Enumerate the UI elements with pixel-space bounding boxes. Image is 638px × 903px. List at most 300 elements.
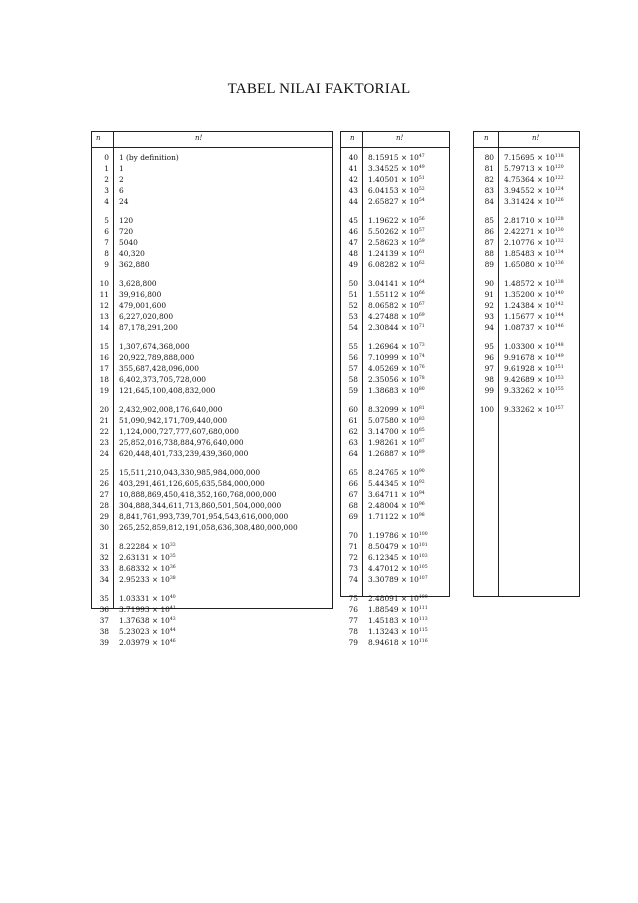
table-row	[92, 341, 332, 352]
factorial-value	[113, 322, 178, 333]
n-value: 99	[484, 386, 494, 395]
factorial-value	[113, 593, 176, 604]
n-value: 77	[348, 616, 358, 625]
n-value: 41	[348, 164, 358, 173]
exponent: 43	[169, 617, 176, 622]
n-value: 61	[348, 416, 358, 425]
n-value: 1	[104, 164, 109, 173]
exponent: 153	[554, 376, 564, 381]
mantissa: 6,227,020,800	[119, 312, 174, 321]
factorial-value	[498, 152, 564, 163]
mantissa: 1	[119, 164, 124, 173]
factorial-value	[362, 248, 425, 259]
factorial-value	[113, 259, 150, 270]
n-value: 54	[348, 323, 358, 332]
exponent: 85	[418, 428, 425, 433]
group-gap	[341, 585, 449, 593]
table-row	[92, 248, 332, 259]
table-row	[341, 385, 449, 396]
n-value: 8	[104, 249, 109, 258]
exponent: 76	[418, 365, 425, 370]
mantissa: 1.65080 × 10	[504, 260, 555, 269]
table-row	[474, 341, 579, 352]
mantissa: 1.19622 × 10	[368, 216, 419, 225]
exponent: 98	[418, 513, 425, 518]
table-header	[341, 132, 449, 148]
n-value: 89	[484, 260, 494, 269]
table-row	[92, 415, 332, 426]
mantissa: 1.38683 × 10	[368, 386, 419, 395]
mantissa: 8.06582 × 10	[368, 301, 419, 310]
n-value: 2	[104, 175, 109, 184]
mantissa: 7.15695 × 10	[504, 153, 555, 162]
mantissa: 1.03331 × 10	[119, 594, 170, 603]
exponent: 92	[418, 480, 425, 485]
n-value: 40	[348, 153, 358, 162]
n-value: 57	[348, 364, 358, 373]
exponent: 124	[554, 187, 564, 192]
n-value: 91	[484, 290, 494, 299]
mantissa: 2.30844 × 10	[368, 323, 419, 332]
n-value: 93	[484, 312, 494, 321]
factorial-value	[113, 522, 298, 533]
n-value: 50	[348, 279, 358, 288]
n-value: 75	[348, 594, 358, 603]
mantissa: 8,841,761,993,739,701,954,543,616,000,000	[119, 512, 289, 521]
table-row	[341, 552, 449, 563]
n-value: 19	[99, 386, 109, 395]
mantissa: 1.98261 × 10	[368, 438, 419, 447]
n-value: 65	[348, 468, 358, 477]
factorial-value	[498, 196, 564, 207]
n-value: 72	[348, 553, 358, 562]
table-row	[341, 615, 449, 626]
header-n-factorial: n!	[396, 134, 404, 142]
factorial-value	[362, 385, 425, 396]
table-row	[341, 374, 449, 385]
table-row	[341, 404, 449, 415]
n-value: 87	[484, 238, 494, 247]
factorial-value	[113, 300, 166, 311]
factorial-value	[362, 552, 428, 563]
mantissa: 1.71122 × 10	[368, 512, 419, 521]
exponent: 61	[418, 250, 425, 255]
exponent: 38	[169, 576, 176, 581]
exponent: 136	[554, 261, 564, 266]
mantissa: 8.94618 × 10	[368, 638, 419, 647]
mantissa: 3.14700 × 10	[368, 427, 419, 436]
mantissa: 6	[119, 186, 124, 195]
mantissa: 3.64711 × 10	[368, 490, 419, 499]
factorial-value	[498, 352, 564, 363]
mantissa: 1.45183 × 10	[368, 616, 419, 625]
exponent: 73	[418, 343, 425, 348]
factorial-value	[113, 352, 194, 363]
group-gap	[474, 396, 579, 404]
n-value: 62	[348, 427, 358, 436]
n-value: 12	[99, 301, 109, 310]
table-row	[92, 437, 332, 448]
factorial-value	[113, 185, 124, 196]
n-value: 73	[348, 564, 358, 573]
group-gap	[341, 270, 449, 278]
factorial-value	[362, 341, 425, 352]
exponent: 118	[554, 154, 564, 159]
table-row	[341, 278, 449, 289]
exponent: 52	[418, 187, 425, 192]
n-value: 96	[484, 353, 494, 362]
factorial-value	[362, 541, 428, 552]
exponent: 90	[418, 469, 425, 474]
factorial-value	[113, 163, 124, 174]
n-value: 82	[484, 175, 494, 184]
n-value: 95	[484, 342, 494, 351]
page-title: TABEL NILAI FAKTORIAL	[227, 81, 411, 97]
table-header	[92, 132, 332, 148]
mantissa: 9.33262 × 10	[504, 386, 555, 395]
exponent: 157	[554, 406, 564, 411]
mantissa: 2.65827 × 10	[368, 197, 419, 206]
table-row	[92, 500, 332, 511]
mantissa: 8.32099 × 10	[368, 405, 419, 414]
factorial-value	[113, 563, 176, 574]
exponent: 103	[418, 554, 428, 559]
table-row	[474, 237, 579, 248]
factorial-value	[362, 226, 425, 237]
table-row	[92, 352, 332, 363]
exponent: 100	[418, 532, 428, 537]
factorial-value	[362, 174, 425, 185]
mantissa: 1.88549 × 10	[368, 605, 419, 614]
mantissa: 8.22284 × 10	[119, 542, 170, 551]
mantissa: 5.07580 × 10	[368, 416, 419, 425]
exponent: 142	[554, 302, 564, 307]
exponent: 74	[418, 354, 425, 359]
mantissa: 2,432,902,008,176,640,000	[119, 405, 223, 414]
mantissa: 1.08737 × 10	[504, 323, 555, 332]
table-row	[92, 541, 332, 552]
group-gap	[92, 207, 332, 215]
exponent: 105	[418, 565, 428, 570]
factorial-value	[362, 300, 425, 311]
factorial-value	[362, 511, 425, 522]
mantissa: 6.08282 × 10	[368, 260, 419, 269]
mantissa: 1.03300 × 10	[504, 342, 555, 351]
n-value: 71	[348, 542, 358, 551]
mantissa: 2.48004 × 10	[368, 501, 419, 510]
exponent: 51	[418, 176, 425, 181]
factorial-value	[362, 352, 425, 363]
mantissa: 6.04153 × 10	[368, 186, 419, 195]
exponent: 49	[418, 165, 425, 170]
n-value: 81	[484, 164, 494, 173]
mantissa: 1 (by definition)	[119, 153, 179, 162]
n-value: 43	[348, 186, 358, 195]
table-row	[92, 152, 332, 163]
table-row	[474, 300, 579, 311]
n-value: 51	[348, 290, 358, 299]
exponent: 64	[418, 280, 425, 285]
n-value: 60	[348, 405, 358, 414]
factorial-value	[362, 215, 425, 226]
factorial-value	[113, 289, 161, 300]
table-row	[92, 226, 332, 237]
table-row	[341, 300, 449, 311]
n-value: 70	[348, 531, 358, 540]
exponent: 109	[418, 595, 428, 600]
table-row	[341, 467, 449, 478]
n-value: 22	[99, 427, 109, 436]
factorial-value	[498, 259, 564, 270]
n-value: 67	[348, 490, 358, 499]
factorial-value	[113, 248, 145, 259]
n-value: 37	[99, 616, 109, 625]
n-value: 5	[104, 216, 109, 225]
mantissa: 1.48572 × 10	[504, 279, 555, 288]
factorial-value	[362, 478, 425, 489]
mantissa: 1.26887 × 10	[368, 449, 419, 458]
table-row	[341, 352, 449, 363]
table-row	[341, 259, 449, 270]
factorial-value	[362, 563, 428, 574]
mantissa: 9.91678 × 10	[504, 353, 555, 362]
exponent: 134	[554, 250, 564, 255]
n-value: 80	[484, 153, 494, 162]
exponent: 120	[554, 165, 564, 170]
factorial-value	[498, 311, 564, 322]
mantissa: 5040	[119, 238, 138, 247]
table-row	[474, 278, 579, 289]
factorial-value	[498, 278, 564, 289]
factorial-value	[362, 404, 425, 415]
table-row	[92, 322, 332, 333]
n-value: 55	[348, 342, 358, 351]
exponent: 128	[554, 217, 564, 222]
factorial-value	[362, 574, 428, 585]
n-value: 78	[348, 627, 358, 636]
mantissa: 1.35200 × 10	[504, 290, 555, 299]
mantissa: 3.94552 × 10	[504, 186, 555, 195]
table-row	[92, 489, 332, 500]
mantissa: 20,922,789,888,000	[119, 353, 195, 362]
exponent: 41	[169, 606, 176, 611]
factorial-value	[498, 322, 564, 333]
table-row	[474, 363, 579, 374]
table-row	[92, 311, 332, 322]
n-value: 88	[484, 249, 494, 258]
n-value: 0	[104, 153, 109, 162]
n-value: 48	[348, 249, 358, 258]
factorial-value	[362, 500, 425, 511]
n-value: 44	[348, 197, 358, 206]
table-row	[474, 196, 579, 207]
mantissa: 2.58623 × 10	[368, 238, 419, 247]
n-value: 35	[99, 594, 109, 603]
factorial-value	[113, 404, 222, 415]
table-row	[92, 404, 332, 415]
n-value: 59	[348, 386, 358, 395]
exponent: 87	[418, 439, 425, 444]
table-row	[474, 352, 579, 363]
factorial-value	[362, 604, 428, 615]
exponent: 140	[554, 291, 564, 296]
exponent: 148	[554, 343, 564, 348]
n-value: 68	[348, 501, 358, 510]
mantissa: 4.75364 × 10	[504, 175, 555, 184]
factorial-value	[498, 237, 564, 248]
group-gap	[341, 207, 449, 215]
mantissa: 2.81710 × 10	[504, 216, 555, 225]
exponent: 89	[418, 450, 425, 455]
n-value: 64	[348, 449, 358, 458]
header-n: n	[96, 134, 101, 142]
factorial-value	[362, 259, 425, 270]
group-gap	[341, 459, 449, 467]
table-row	[341, 530, 449, 541]
group-gap	[474, 207, 579, 215]
table-row	[92, 604, 332, 615]
table-row	[474, 215, 579, 226]
header-n-factorial: n!	[195, 134, 203, 142]
mantissa: 6.12345 × 10	[368, 553, 419, 562]
table-row	[474, 404, 579, 415]
n-value: 69	[348, 512, 358, 521]
table-row	[341, 511, 449, 522]
n-value: 63	[348, 438, 358, 447]
factorial-value	[362, 374, 425, 385]
exponent: 47	[418, 154, 425, 159]
n-value: 36	[99, 605, 109, 614]
table-row	[341, 363, 449, 374]
factorial-value	[113, 615, 176, 626]
group-gap	[474, 333, 579, 341]
n-value: 34	[99, 575, 109, 584]
group-gap	[92, 396, 332, 404]
group-gap	[341, 333, 449, 341]
n-value: 38	[99, 627, 109, 636]
mantissa: 1,307,674,368,000	[119, 342, 190, 351]
mantissa: 3.30789 × 10	[368, 575, 419, 584]
table-row	[341, 289, 449, 300]
mantissa: 39,916,800	[119, 290, 162, 299]
n-value: 83	[484, 186, 494, 195]
n-value: 31	[99, 542, 109, 551]
factorial-value	[113, 437, 244, 448]
table-row	[341, 478, 449, 489]
exponent: 155	[554, 387, 564, 392]
mantissa: 265,252,859,812,191,058,636,308,480,000,000	[119, 523, 298, 532]
n-value: 29	[99, 512, 109, 521]
mantissa: 3,628,800	[119, 279, 157, 288]
table-body	[341, 148, 449, 648]
n-value: 49	[348, 260, 358, 269]
table-row	[474, 152, 579, 163]
mantissa: 8.24765 × 10	[368, 468, 419, 477]
factorial-value	[362, 593, 428, 604]
mantissa: 1.13243 × 10	[368, 627, 419, 636]
factorial-value	[362, 311, 425, 322]
exponent: 44	[169, 628, 176, 633]
factorial-value	[362, 322, 425, 333]
group-gap	[341, 396, 449, 404]
exponent: 78	[418, 376, 425, 381]
mantissa: 51,090,942,171,709,440,000	[119, 416, 228, 425]
table-row	[92, 511, 332, 522]
exponent: 116	[418, 639, 428, 644]
table-row	[341, 237, 449, 248]
mantissa: 10,888,869,450,418,352,160,768,000,000	[119, 490, 277, 499]
table-row	[341, 574, 449, 585]
factorial-value	[362, 437, 425, 448]
factorial-value	[498, 215, 564, 226]
factorial-value	[498, 300, 564, 311]
mantissa: 120	[119, 216, 134, 225]
factorial-value	[362, 185, 425, 196]
table-row	[92, 552, 332, 563]
factorial-value	[362, 363, 425, 374]
table-row	[474, 289, 579, 300]
n-value: 6	[104, 227, 109, 236]
table-row	[341, 489, 449, 500]
table-row	[92, 185, 332, 196]
factorial-value	[498, 248, 564, 259]
table-row	[341, 174, 449, 185]
exponent: 151	[554, 365, 564, 370]
table-row	[92, 259, 332, 270]
exponent: 146	[554, 324, 564, 329]
table-body	[474, 148, 579, 415]
n-value: 66	[348, 479, 358, 488]
table-row	[92, 174, 332, 185]
factorial-value	[498, 404, 564, 415]
table-row	[92, 448, 332, 459]
n-value: 47	[348, 238, 358, 247]
factorial-table-80-100	[473, 131, 580, 597]
exponent: 149	[554, 354, 564, 359]
factorial-value	[362, 415, 425, 426]
factorial-value	[113, 385, 215, 396]
exponent: 144	[554, 313, 564, 318]
exponent: 96	[418, 502, 425, 507]
exponent: 46	[169, 639, 176, 644]
n-value: 7	[104, 238, 109, 247]
n-value: 23	[99, 438, 109, 447]
mantissa: 1.15677 × 10	[504, 312, 555, 321]
mantissa: 7.10999 × 10	[368, 353, 419, 362]
mantissa: 2.95233 × 10	[119, 575, 170, 584]
factorial-value	[498, 185, 564, 196]
n-value: 20	[99, 405, 109, 414]
factorial-value	[113, 415, 227, 426]
mantissa: 9.42689 × 10	[504, 375, 555, 384]
exponent: 83	[418, 417, 425, 422]
mantissa: 2.48091 × 10	[368, 594, 419, 603]
n-value: 14	[99, 323, 109, 332]
mantissa: 25,852,016,738,884,976,640,000	[119, 438, 244, 447]
factorial-value	[362, 530, 428, 541]
exponent: 36	[169, 565, 176, 570]
n-value: 85	[484, 216, 494, 225]
group-gap	[92, 459, 332, 467]
table-row	[474, 163, 579, 174]
factorial-value	[113, 552, 176, 563]
n-value: 90	[484, 279, 494, 288]
n-value: 45	[348, 216, 358, 225]
mantissa: 1.19786 × 10	[368, 531, 419, 540]
mantissa: 2.63131 × 10	[119, 553, 170, 562]
table-row	[474, 322, 579, 333]
mantissa: 1.26964 × 10	[368, 342, 419, 351]
